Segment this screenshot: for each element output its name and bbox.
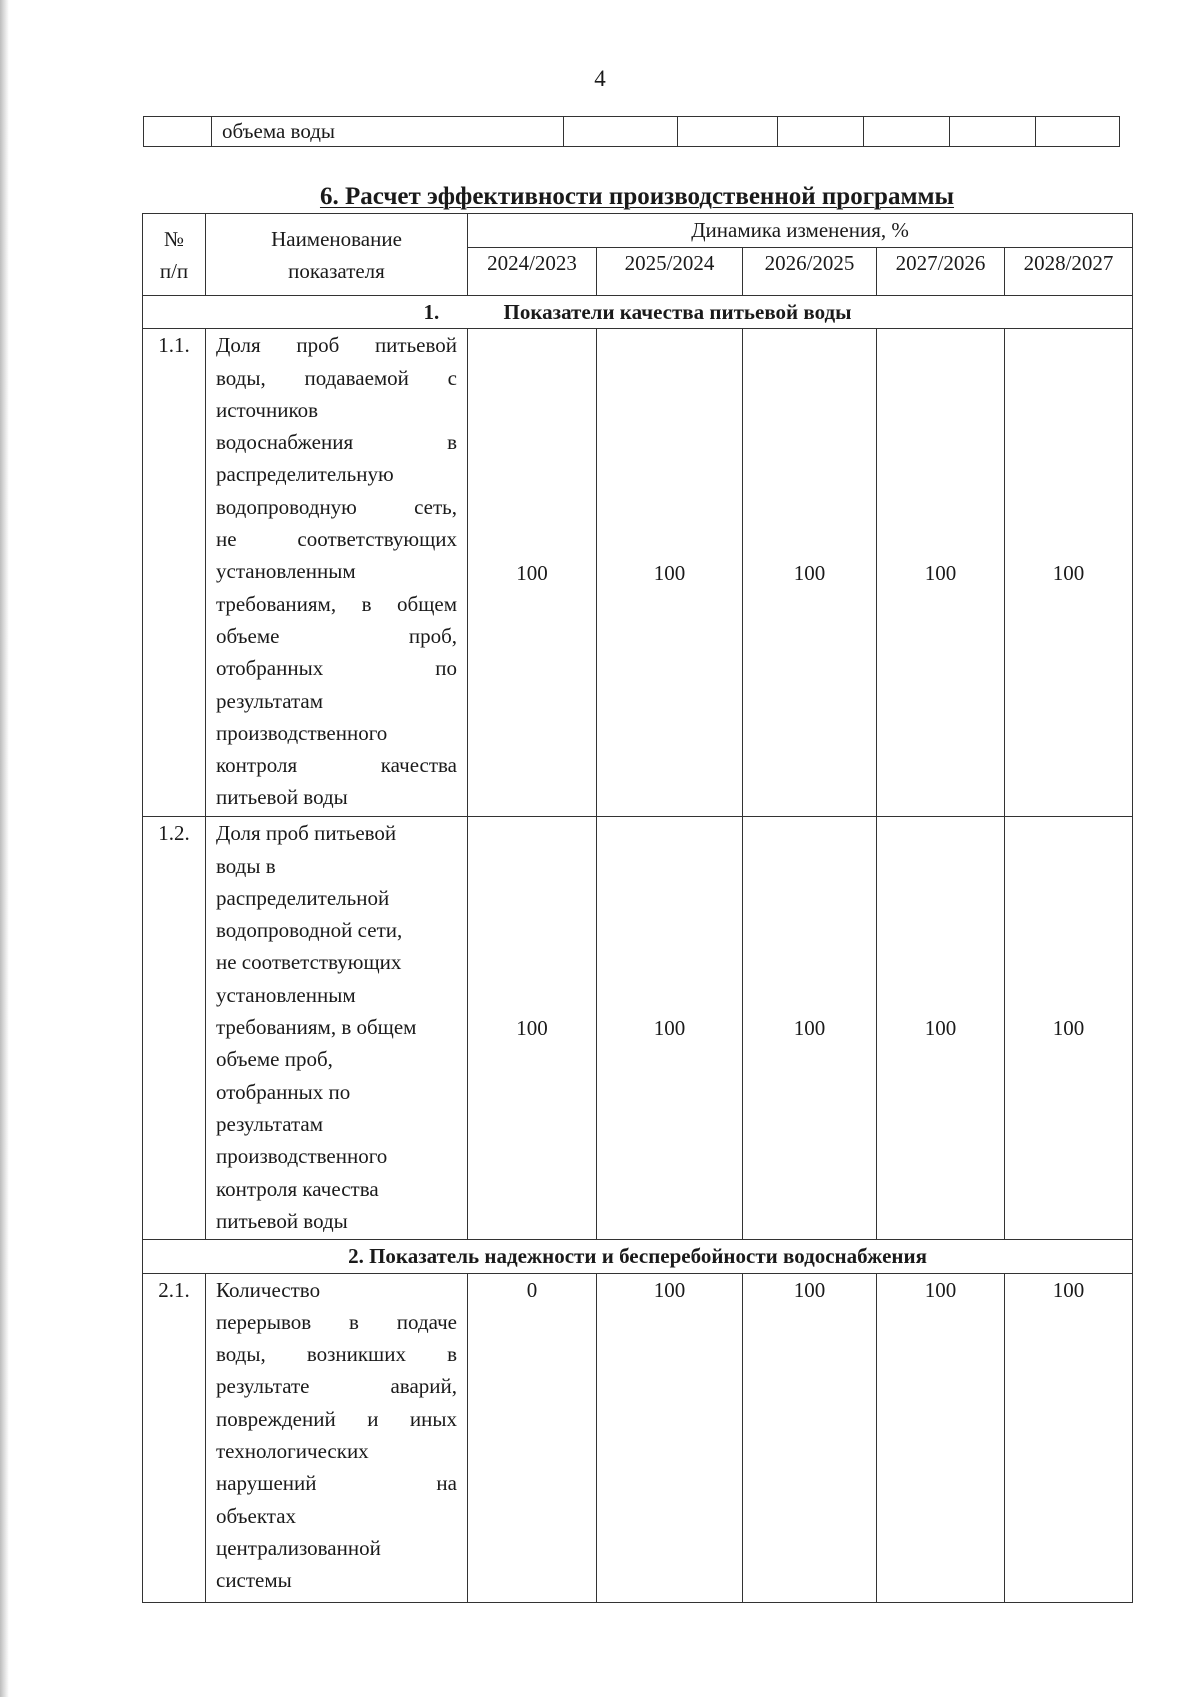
name-line: результате аварий, bbox=[216, 1374, 457, 1399]
row-1-2-number: 1.2. bbox=[143, 817, 206, 1240]
row-1-2-value-2: 100 bbox=[597, 817, 743, 1240]
table-row bbox=[143, 329, 1133, 817]
row-1-1-value-2: 100 bbox=[597, 329, 743, 817]
name-line: требованиям, в общем bbox=[216, 1015, 417, 1040]
name-line: производственного bbox=[216, 720, 388, 745]
row-2-1-number: 2.1. bbox=[143, 1273, 206, 1602]
name-line: Доля проб питьевой bbox=[216, 821, 397, 846]
name-line: воды в bbox=[216, 853, 276, 878]
row-2-1-value-4: 100 bbox=[877, 1273, 1005, 1602]
header-dynamics: Динамика изменения, % bbox=[468, 214, 1133, 248]
name-line: повреждений и иных bbox=[216, 1406, 457, 1431]
header-name bbox=[206, 214, 468, 296]
row-2-1-value-5: 100 bbox=[1005, 1273, 1133, 1602]
table-row bbox=[143, 1273, 1133, 1602]
name-line: водоснабжения в bbox=[216, 430, 457, 455]
name-line: перерывов в подаче bbox=[216, 1309, 457, 1334]
name-line: объектах bbox=[216, 1503, 297, 1528]
header-num-text: № п/п bbox=[159, 226, 189, 283]
header-year-5: 2028/2027 bbox=[1005, 248, 1133, 296]
header-year-4: 2027/2026 bbox=[877, 248, 1005, 296]
name-line: не соответствующих bbox=[216, 527, 457, 552]
header-num bbox=[143, 214, 206, 296]
efficiency-table bbox=[142, 213, 1133, 1603]
name-line: распределительную bbox=[216, 462, 394, 487]
name-line: питьевой воды bbox=[216, 1208, 348, 1233]
name-line: объеме проб, bbox=[216, 623, 457, 648]
header-name-text: Наименование показателя bbox=[271, 226, 402, 283]
section-1-number: 1. bbox=[423, 300, 440, 324]
row-2-1-value-2: 100 bbox=[597, 1273, 743, 1602]
name-line: питьевой воды bbox=[216, 785, 348, 810]
name-line: результатам bbox=[216, 688, 324, 713]
name-line: производственного bbox=[216, 1144, 388, 1169]
name-line: централизованной bbox=[216, 1535, 381, 1560]
name-line: контроля качества bbox=[216, 753, 457, 778]
name-line: распределительной bbox=[216, 885, 390, 910]
row-1-1-value-1: 100 bbox=[468, 329, 597, 817]
page-number: 4 bbox=[594, 66, 606, 91]
scan-left-edge bbox=[0, 0, 9, 1697]
header-row-1 bbox=[143, 214, 1133, 248]
header-year-2: 2025/2024 bbox=[597, 248, 743, 296]
section-row-2 bbox=[143, 1240, 1133, 1273]
row-2-1-value-3: 100 bbox=[743, 1273, 877, 1602]
table-row bbox=[143, 817, 1133, 1240]
name-line: объеме проб, bbox=[216, 1047, 333, 1072]
row-1-1-value-3: 100 bbox=[743, 329, 877, 817]
row-2-1-value-1: 0 bbox=[468, 1273, 597, 1602]
name-line: Количество bbox=[216, 1277, 321, 1302]
row-1-2-value-1: 100 bbox=[468, 817, 597, 1240]
header-year-1: 2024/2023 bbox=[468, 248, 597, 296]
section-2-title: 2. Показатель надежности и бесперебойности водоснабжения bbox=[143, 1240, 1133, 1273]
row-1-1-number: 1.1. bbox=[143, 329, 206, 817]
row-1-1-value-4: 100 bbox=[877, 329, 1005, 817]
row-1-2-value-3: 100 bbox=[743, 817, 877, 1240]
name-line: воды, возникших в bbox=[216, 1342, 457, 1367]
name-line: результатам bbox=[216, 1111, 324, 1136]
name-line: технологических bbox=[216, 1439, 369, 1464]
name-line: нарушений на bbox=[216, 1471, 457, 1496]
section-1-title: Показатели качества питьевой воды bbox=[503, 300, 852, 324]
name-line: установленным bbox=[216, 559, 356, 584]
section-title: 6. Расчет эффективности производственной программы bbox=[319, 183, 955, 210]
name-line: не соответствующих bbox=[216, 950, 402, 975]
header-year-3: 2026/2025 bbox=[743, 248, 877, 296]
row-1-2-value-5: 100 bbox=[1005, 817, 1133, 1240]
prev-row-text: объема воды bbox=[212, 117, 564, 147]
section-row-1 bbox=[143, 296, 1133, 329]
name-line: водопроводной сети, bbox=[216, 918, 403, 943]
name-line: требованиям, в общем bbox=[216, 591, 457, 616]
row-1-2-value-4: 100 bbox=[877, 817, 1005, 1240]
name-line: отобранных по bbox=[216, 656, 457, 681]
table-row bbox=[144, 117, 1120, 147]
row-1-1-name bbox=[206, 329, 468, 817]
previous-table-continuation bbox=[143, 116, 1120, 147]
name-line: отобранных по bbox=[216, 1079, 351, 1104]
name-line: Доля проб питьевой bbox=[216, 333, 457, 358]
name-line: воды, подаваемой с bbox=[216, 365, 457, 390]
name-line: водопроводную сеть, bbox=[216, 494, 457, 519]
name-line: системы bbox=[216, 1568, 292, 1593]
row-2-1-name bbox=[206, 1273, 468, 1602]
row-1-2-name bbox=[206, 817, 468, 1240]
name-line: контроля качества bbox=[216, 1176, 379, 1201]
name-line: источников bbox=[216, 397, 319, 422]
name-line: установленным bbox=[216, 982, 356, 1007]
row-1-1-value-5: 100 bbox=[1005, 329, 1133, 817]
